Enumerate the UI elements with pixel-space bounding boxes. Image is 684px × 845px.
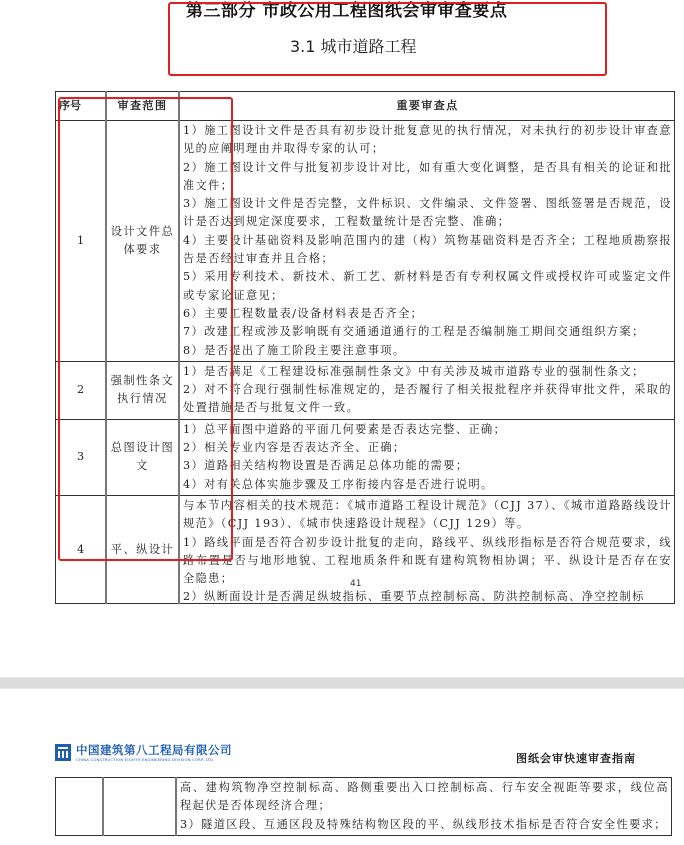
point-item: 1）路线平面是否符合初步设计批复的走向，路线平、纵线形指标是否符合规范要求，线路布置是否与地形地貌、工程地质条件和既有建构筑物相协调；平、纵设计是否存在安全隐患； <box>183 535 672 586</box>
row-points <box>179 121 675 362</box>
row-points <box>179 419 675 495</box>
point-item: 7）改建工程或涉及影响既有交通通道通行的工程是否编制施工期间交通组织方案； <box>183 325 645 339</box>
point-item: 2）纵断面设计是否满足纵坡指标、重要节点控制标高、防洪控制标高、净空控制标 <box>183 590 645 603</box>
point-item: 6）主要工程数量表/设备材料表是否齐全； <box>183 306 424 320</box>
row-points <box>179 361 675 419</box>
header-scope: 审查范围 <box>106 92 179 121</box>
row-points <box>176 778 672 836</box>
row-scope: 平、纵设计 <box>106 495 179 603</box>
point-item: 与本节内容相关的技术规范：《城市道路工程设计规范》（CJJ 37）、《城市道路路线设计规范》（CJJ 193）、《城市快速路设计规程》（CJJ 129）等。 <box>183 498 672 531</box>
review-table <box>55 91 675 604</box>
row-scope: 强制性条文执行情况 <box>106 361 179 419</box>
row-no: 3 <box>56 419 107 495</box>
company-logo-icon <box>55 744 71 761</box>
point-item: 4）主要设计基础资料及影响范围内的建（构）筑物基础资料是否齐全；工程地质勘察报告是否经过审查并且合格； <box>183 233 672 266</box>
point-item: 8）是否提出了施工阶段主要注意事项。 <box>183 343 406 357</box>
row-points <box>179 495 675 603</box>
table-row <box>56 361 675 419</box>
row-no <box>56 778 104 836</box>
company-name: 中国建筑第八工程局有限公司 <box>76 743 232 757</box>
point-item: 2）相关专业内容是否表达齐全、正确； <box>183 441 406 455</box>
row-scope: 总图设计图文 <box>106 419 179 495</box>
subsection-title: 3.1 城市道路工程 <box>290 37 417 56</box>
point-item: 2）对不符合现行强制性标准规定的，是否履行了相关报批程序并获得审批文件，采取的处置措施是否与批复文件一致。 <box>183 383 672 415</box>
row-no: 2 <box>56 361 107 419</box>
document-header-title: 图纸会审快速审查指南 <box>516 752 636 765</box>
section-title: 第三部分 市政公用工程图纸会审审查要点 <box>186 1 508 21</box>
table-row <box>56 495 675 603</box>
page-divider <box>0 677 684 689</box>
point-item: 3）施工图设计文件是否完整，文件标识、文件编录、文件签署、图纸签署是否规范，设计是否达到规定深度要求，工程数量统计是否完整、准确； <box>183 197 672 229</box>
point-item: 1）是否满足《工程建设标准强制性条文》中有关涉及城市道路专业的强制性条文； <box>183 364 645 378</box>
row-scope: 设计文件总体要求 <box>106 121 179 362</box>
point-item: 3）隧道区段、互通区段及特殊结构物区段的平、纵线形技术指标是否符合安全性要求； <box>180 817 667 831</box>
point-item: 3）道路相关结构物设置是否满足总体功能的需要； <box>183 459 469 473</box>
table-row <box>56 121 675 362</box>
header-points: 重要审查点 <box>179 92 675 121</box>
table-header-row <box>56 92 675 121</box>
point-item: 高、建构筑物净空控制标高、路侧重要出入口控制标高、行车安全视距等要求，线位高程起伏是否体现经济合理； <box>180 781 669 813</box>
table-row <box>56 419 675 495</box>
point-item: 2）施工图设计文件与批复初步设计对比，如有重大变化调整，是否具有相关的论证和批准文件； <box>183 160 672 192</box>
company-name-en: CHINA CONSTRUCTION EIGHTH ENGINEERING DIVISION CORP.,LTD <box>76 757 214 762</box>
review-table-continued <box>55 777 672 836</box>
row-scope <box>103 778 176 836</box>
point-item: 5）采用专利技术、新技术、新工艺、新材料是否有专利权属文件或授权许可或鉴定文件或专家论证意见； <box>183 270 672 302</box>
point-item: 4）对有关总体实施步骤及工序衔接内容是否进行说明。 <box>183 477 494 491</box>
table-row <box>56 778 672 836</box>
point-item: 1）总平面图中道路的平面几何要素是否表达完整、正确； <box>183 422 507 436</box>
row-no: 4 <box>56 495 107 603</box>
point-item: 1）施工图设计文件是否具有初步设计批复意见的执行情况，对未执行的初步设计审查意见的应阐明理由并取得专家的认可； <box>183 124 672 156</box>
row-no: 1 <box>56 121 107 362</box>
header-no: 序号 <box>56 92 107 121</box>
page-number: 41 <box>350 579 362 589</box>
